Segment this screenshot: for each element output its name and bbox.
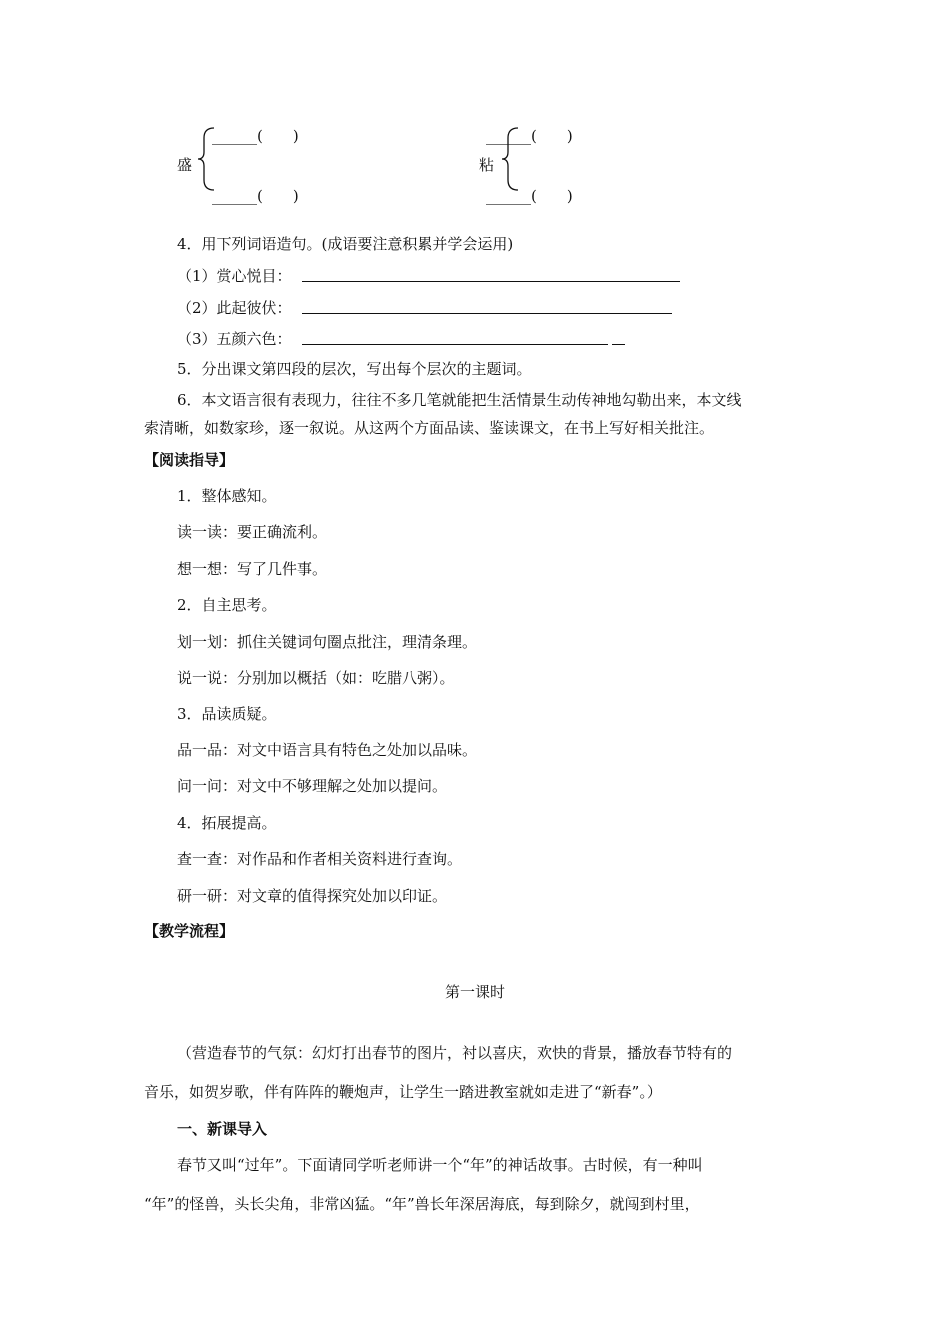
polyphone-char-zhan: 粘 — [479, 156, 495, 174]
polyphone-blank-bottom[interactable]: ______( ) — [486, 187, 573, 205]
guide-line: 1．整体感知。 — [177, 487, 277, 505]
guide-line: 问一问：对文中不够理解之处加以提问。 — [177, 777, 448, 795]
story-line-1: 春节又叫“过年”。下面请同学听老师讲一个“年”的神话故事。古时候，有一种叫 — [177, 1156, 703, 1174]
story-line-2: “年”的怪兽，头长尖角，非常凶猛。“年”兽长年深居海底，每到除夕，就闯到村里， — [144, 1195, 700, 1213]
lesson-title: 第一课时 — [444, 983, 505, 1001]
atmosphere-line-1: （营造春节的气氛：幻灯打出春节的图片，衬以喜庆，欢快的背景，播放春节特有的 — [177, 1044, 733, 1062]
question-4-title: 4．用下列词语造句。(成语要注意积累并学会运用) — [177, 235, 514, 253]
question-6-line-2: 索清晰，如数家珍，逐一叙说。从这两个方面品读、鉴读课文，在书上写好相关批注。 — [144, 419, 715, 437]
polyphone-blank-top[interactable]: ______( ) — [486, 127, 573, 145]
polyphone-blank-top[interactable]: ______( ) — [212, 127, 299, 145]
answer-line-1[interactable] — [302, 281, 680, 282]
guide-line: 说一说：分别加以概括（如：吃腊八粥）。 — [177, 669, 455, 687]
guide-line: 品一品：对文中语言具有特色之处加以品味。 — [177, 741, 478, 759]
sentence-item-1: （1）赏心悦目： — [177, 267, 292, 285]
answer-line-2[interactable] — [302, 313, 672, 314]
sentence-item-3: （3）五颜六色： — [177, 330, 292, 348]
guide-line: 3．品读质疑。 — [177, 705, 277, 723]
reading-guide-heading: 【阅读指导】 — [144, 451, 235, 469]
guide-line: 4．拓展提高。 — [177, 814, 277, 832]
answer-line-3[interactable] — [302, 344, 608, 345]
sentence-item-2: （2）此起彼伏： — [177, 299, 292, 317]
polyphone-char-sheng: 盛 — [177, 156, 193, 174]
atmosphere-line-2: 音乐，如贺岁歌，伴有阵阵的鞭炮声，让学生一踏进教室就如走进了“新春”。） — [144, 1083, 662, 1101]
guide-line: 2．自主思考。 — [177, 596, 277, 614]
guide-line: 划一划：抓住关键词句圈点批注，理清条理。 — [177, 633, 478, 651]
question-5: 5．分出课文第四段的层次，写出每个层次的主题词。 — [177, 360, 532, 378]
guide-line: 读一读：要正确流利。 — [177, 523, 328, 541]
guide-line: 研一研：对文章的值得探究处加以印证。 — [177, 887, 448, 905]
guide-line: 查一查：对作品和作者相关资料进行查询。 — [177, 850, 463, 868]
question-6-line-1: 6．本文语言很有表现力，往往不多几笔就能把生活情景生动传神地勾勒出来，本文线 — [177, 391, 742, 409]
guide-line: 想一想：写了几件事。 — [177, 560, 328, 578]
section-1-heading: 一、新课导入 — [177, 1120, 268, 1138]
polyphone-blank-bottom[interactable]: ______( ) — [212, 187, 299, 205]
teaching-flow-heading: 【教学流程】 — [144, 922, 235, 940]
answer-line-3-tail[interactable] — [612, 344, 625, 345]
